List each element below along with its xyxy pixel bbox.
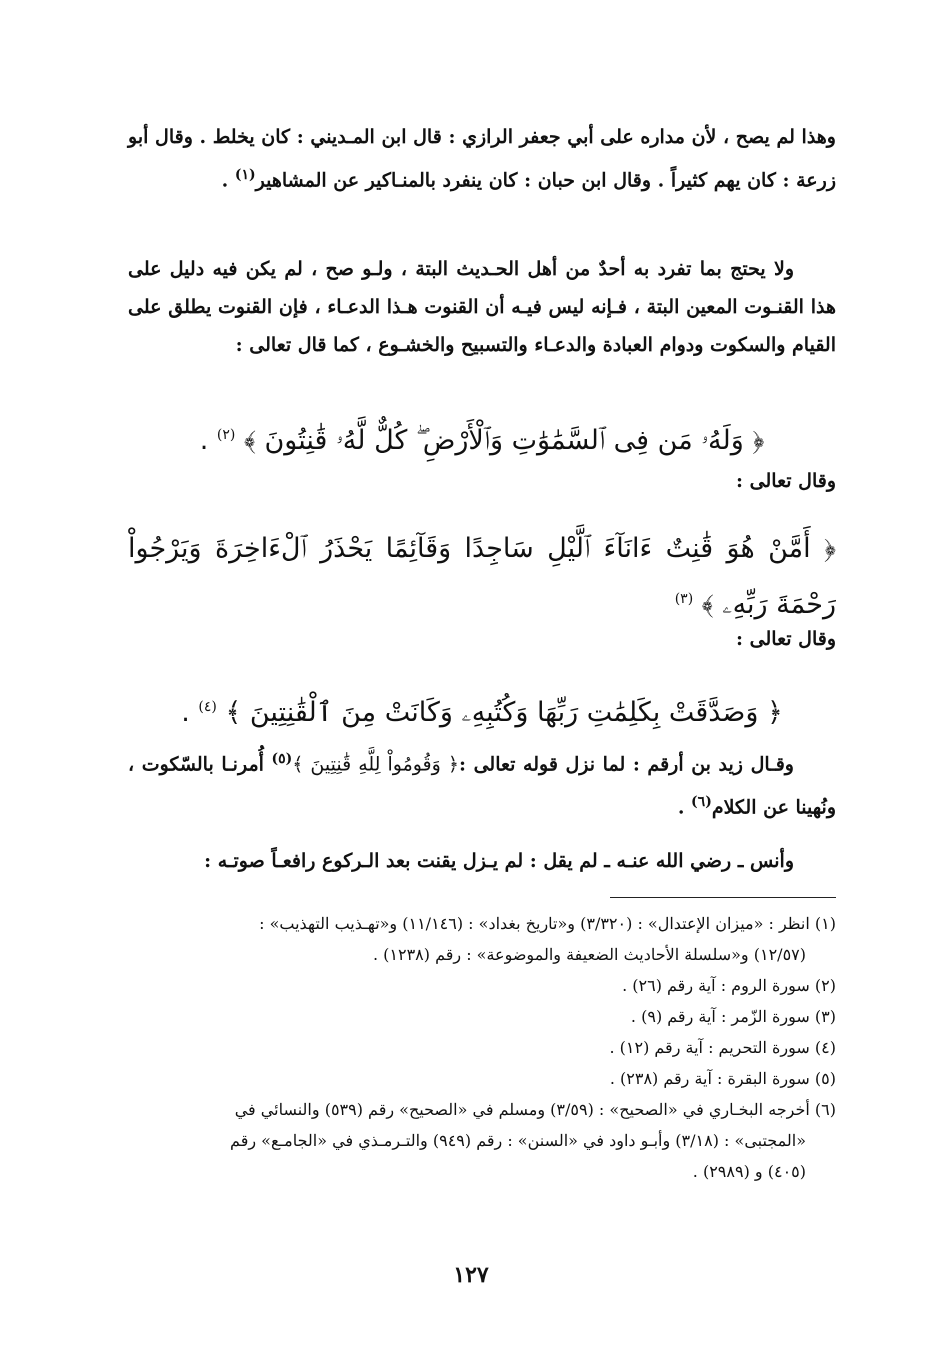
footnote-ref: (٣)	[674, 591, 694, 607]
paragraph-zayd: وقـال زيد بن أرقم : لما نزل قوله تعالى :﴿ وَقُومُواْ لِلَّهِ قَٰنِتِينَ ﴾$^{(٥)}$ أُمرنـا بالسّكوت ، ونُهينا عن الكلام$^{(٦)}$ .	[128, 751, 836, 819]
footnote-line: (٣) سورة الزّمر : آية رقم (٩) .	[630, 1007, 836, 1026]
footnote-line: (٢) سورة الروم : آية رقم (٢٦) .	[622, 976, 836, 995]
footnote-ref: (٢)	[216, 427, 236, 443]
verse-text: ﴿ أَمَّنْ هُوَ قَٰنِتٌ ءَانَآءَ ٱلَّيْلِ سَاجِدًا وَقَآئِمًا يَحْذَرُ ٱلْءَاخِرَةَ وَيَرْجُواْ رَحْمَةَ رَبِّهِۦ ﴾	[128, 533, 836, 620]
footnotes	[128, 908, 836, 1187]
paragraph-anas: وأنس ـ رضي الله عنـه ـ لم يقل : لم يـزل يقنت بعد الـركوع رافعـاً صوتـه :	[204, 850, 794, 872]
footnote-divider	[610, 897, 836, 898]
footnote-ref: (٦)	[691, 794, 712, 811]
verse-text: ﴿ وَلَهُۥ مَن فِى ٱلسَّمَٰوَٰتِ وَٱلْأَرْضِ ۖ كُلٌّ لَّهُۥ قَٰنِتُونَ ﴾	[243, 425, 765, 456]
footnote-line: (٤٠٥) و (٢٩٨٩) .	[692, 1162, 806, 1181]
paragraph-intro: وقال تعالى :	[736, 470, 836, 492]
footnote-ref: (١)	[234, 167, 256, 183]
paragraph-text: ولا يحتج بما تفرد به أحدٌ من أهل الحـديث البتة ، ولـو صح ، لم يكن فيه دليل على هذا القنـوت المعين البتة ، فـإنه ليس فيـه أن القنوت هـذا الدعـاء ، فإن القنوت يطلق على القيام والسكوت ودوام العبادة والدعـاء والتسبيح والخشـوع ، كما قال تعالى :	[128, 258, 836, 356]
footnote-line: «المجتبى» : (٣/١٨) وأبـو داود في «السنن» : رقم (٩٤٩) والتـرمـذي في «الجامـع» رقم	[230, 1131, 806, 1150]
footnote-ref: (٤)	[198, 699, 217, 715]
page-number: ١٢٧	[453, 1262, 489, 1288]
paragraph-isnad: وهذا لم يصح ، لأن مداره على أبي جعفر الرازي : قال ابن المـديني : كان يخلط . وقال أبو زرعة : كان يهم كثيراً . وقال ابن حبان : كان ينفرد بالمنـاكير عن المشاهير$^{(١)}$ .	[128, 126, 836, 192]
footnote-line: (٥) سورة البقرة : آية رقم (٢٣٨) .	[609, 1069, 836, 1088]
footnote-line: (١٢/٥٧) و«سلسلة الأحاديث الضعيفة والموضوعة» : رقم (١٢٣٨) .	[372, 945, 806, 964]
footnote-line: (٤) سورة التحريم : آية رقم (١٢) .	[609, 1038, 836, 1057]
footnote-line: (٦) أخرجه البخـاري في «الصحيح» : (٣/٥٩) ومسلم في «الصحيح» رقم (٥٣٩) والنسائي في	[234, 1100, 836, 1119]
quran-verse-zumar	[128, 524, 836, 630]
footnote-line: (١) انظر : «ميزان الإعتدال» : (٣/٣٢٠) و«تاريخ بغداد» : (١١/١٤٦) و«تهـذيب التهذيب» :	[259, 914, 836, 933]
paragraph-qunut-meaning	[128, 250, 836, 364]
paragraph-intro: وقال تعالى :	[736, 628, 836, 650]
footnote-ref: (٥)	[271, 751, 293, 767]
paragraph-text: وهذا لم يصح ، لأن مداره على أبي جعفر الرازي : قال ابن المـديني : كان يخلط . وقال أبو زرعة : كان يهم كثيراً . وقال ابن حبان : كان ينفرد بالمنـاكير عن المشاهير	[128, 126, 836, 192]
inline-verse: ﴿ وَقُومُواْ لِلَّهِ قَٰنِتِينَ ﴾	[292, 753, 459, 776]
quran-verse-rum: ﴿ وَلَهُۥ مَن فِى ٱلسَّمَٰوَٰتِ وَٱلْأَرْضِ ۖ كُلٌّ لَّهُۥ قَٰنِتُونَ ﴾ $^{(٢)}$ .	[199, 425, 765, 456]
verse-text: ﴿ وَصَدَّقَتْ بِكَلِمَٰتِ رَبِّهَا وَكُتُبِهِۦ وَكَانَتْ مِنَ ٱلْقَٰنِتِينَ ﴾	[225, 697, 783, 728]
quran-verse-tahrim: ﴿ وَصَدَّقَتْ بِكَلِمَٰتِ رَبِّهَا وَكُتُبِهِۦ وَكَانَتْ مِنَ ٱلْقَٰنِتِينَ ﴾ $^{(٤)}$ .	[181, 697, 783, 728]
